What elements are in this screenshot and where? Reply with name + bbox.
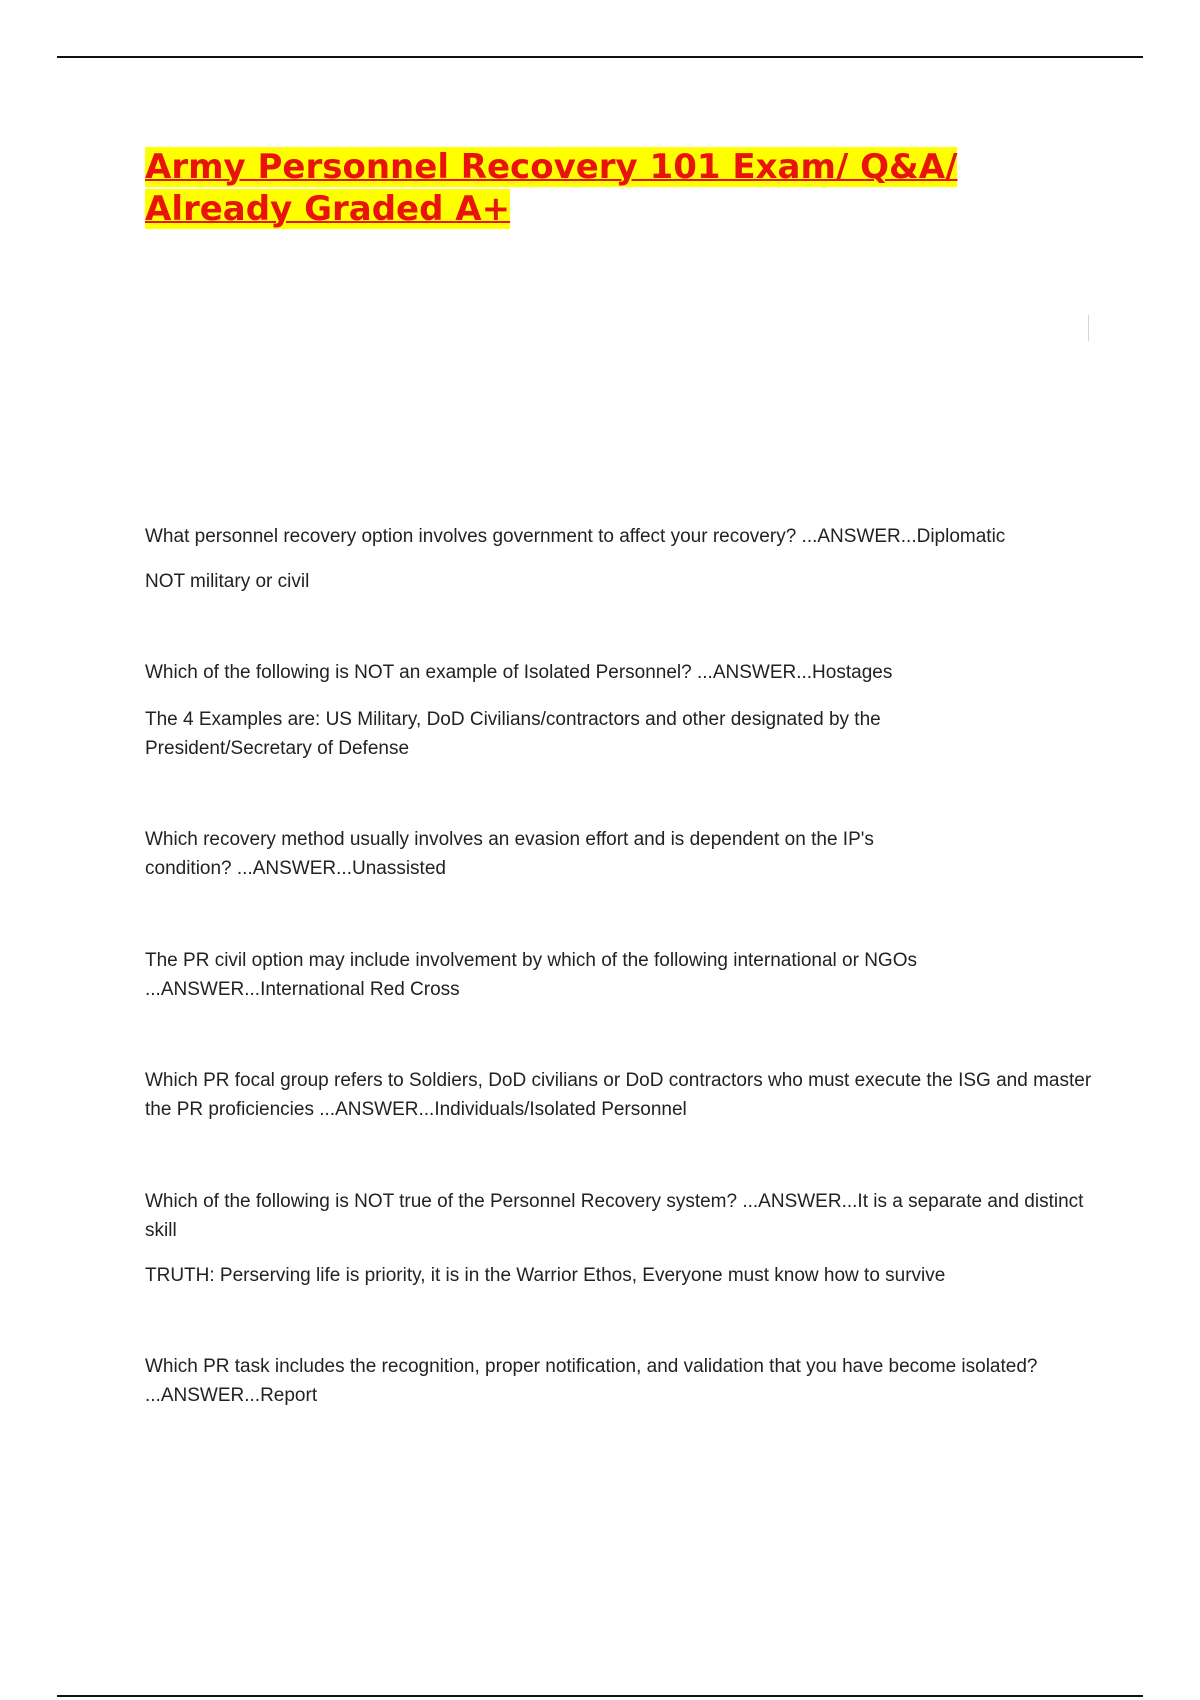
document-title	[145, 146, 1095, 230]
bottom-rule	[57, 1695, 1143, 1697]
qa-note-2: The 4 Examples are: US Military, DoD Civilians/contractors and other designated by the President/Secretary of Defense	[145, 709, 881, 759]
qa-question-5: Which PR focal group refers to Soldiers, DoD civilians or DoD contractors who must execute the ISG and master the PR proficiencies ...ANSWER...Individuals/Isolated Personnel	[145, 1070, 1092, 1120]
qa-question-1: What personnel recovery option involves government to affect your recovery? ...ANSWER...Diplomatic	[145, 526, 1006, 547]
qa-question-2: Which of the following is NOT an example of Isolated Personnel? ...ANSWER...Hostages	[145, 662, 893, 683]
qa-question-6: Which of the following is NOT true of the Personnel Recovery system? ...ANSWER...It is a separate and distinct skill	[145, 1191, 1084, 1241]
qa-question-3: Which recovery method usually involves an evasion effort and is dependent on the IP's condition? ...ANSWER...Unassisted	[145, 829, 874, 879]
top-rule	[57, 56, 1143, 58]
qa-question-4: The PR civil option may include involvement by which of the following international or NGOs ...ANSWER...International Red Cross	[145, 950, 917, 1000]
qa-note-1: NOT military or civil	[145, 571, 310, 592]
qa-note-6: TRUTH: Perserving life is priority, it is in the Warrior Ethos, Everyone must know how to survive	[145, 1265, 946, 1286]
document-title-text: Army Personnel Recovery 101 Exam/ Q&A/ Already Graded A+	[145, 147, 958, 229]
text-cursor-mark	[1088, 315, 1089, 341]
qa-question-7: Which PR task includes the recognition, proper notification, and validation that you have become isolated? ...ANSWER...Report	[145, 1356, 1038, 1406]
